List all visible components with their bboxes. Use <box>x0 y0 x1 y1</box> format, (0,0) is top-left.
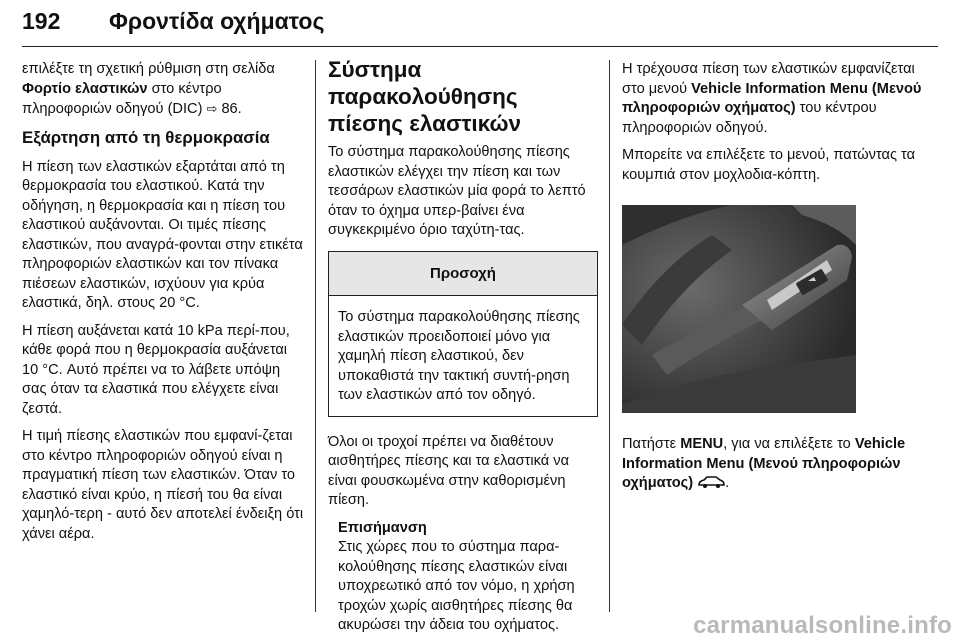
column-2 <box>328 57 598 636</box>
column-divider <box>609 60 610 612</box>
paragraph: Το σύστημα παρακολούθησης πίεσης ελαστικών ελέγχει την πίεση και των τεσσάρων ελαστικών μία φορά το λεπτό όταν το όχημα υπερ-βαίνει ένα συγκεκριμένο όριο ταχύτη-τας. <box>328 144 586 238</box>
paragraph: Η πίεση των ελαστικών εξαρτάται από τη θερμοκρασία του ελαστικού. Κατά την οδήγηση, η θερμοκρασία και η πίεση του ελαστικού αυξάνονται. Οι τιμές πίεσης ελαστικών, που αναγρά-φονται στην ετικέτα πληροφοριών ελαστικών και τον πίνακα πιέσεων ελαστικών, ισχύουν για κρύα ελαστικά, δηλ. στους 20 °C. <box>22 158 303 311</box>
menu-button-label: MENU <box>680 436 724 452</box>
arrow-ref-icon[interactable]: ⇨ <box>206 101 218 116</box>
caution-title: Προσοχή <box>329 252 597 297</box>
paragraph: Όλοι οι τροχοί πρέπει να διαθέτουν αισθητήρες πίεσης και τα ελαστικά να είναι φουσκωμένα στην καθορισμένη πίεση. <box>328 433 570 508</box>
intro-paragraph: επιλέξτε τη σχετική ρύθμιση στη σελίδα Φορτίο ελαστικών στο κέντρο πληροφοριών οδηγού (DIC) ⇨ 86. <box>22 61 275 117</box>
page-number: 192 <box>22 8 61 34</box>
steering-stalk-illustration <box>622 205 856 413</box>
vehicle-info-menu-label: Vehicle Information Menu (Μενού πληροφοριών οχήματος) <box>622 436 906 491</box>
caution-text: Το σύστημα παρακολούθησης πίεσης ελαστικών προειδοποιεί μόνο για χαμηλή πίεση ελαστικού, δεν υποκαθιστά την τακτική συντή-ρηση των ελαστικών από τον οδηγό. <box>338 309 580 403</box>
note-text: Στις χώρες που το σύστημα παρα-κολούθησης πίεσης ελαστικών είναι υποχρεωτικό από τον νόμο, η χρήση τροχών χωρίς αισθητήρες πίεσης θα ακυρώσει την άδεια του οχήματος. <box>338 539 575 633</box>
section-title: Φροντίδα οχήματος <box>109 8 325 34</box>
paragraph: Πατήστε MENU, για να επιλέξετε το Vehicle Information Menu (Μενού πληροφοριών οχήματος) . <box>622 435 940 496</box>
column-3 <box>622 60 940 504</box>
watermark: carmanualsonline.info <box>693 612 952 639</box>
paragraph: Η τιμή πίεσης ελαστικών που εμφανί-ζεται στο κέντρο πληροφοριών οδηγού είναι η πραγματική πίεση των ελαστικών. Όταν το ελαστικό είναι κρύο, η πίεσή του θα είναι χαμηλό-τερη - αυτό δεν αποτελεί ένδειξη ότι χάνει αέρα. <box>22 428 304 542</box>
car-icon <box>697 475 725 496</box>
note-title: Επισήμανση <box>338 519 427 536</box>
page-reference[interactable]: 86. <box>217 101 242 117</box>
steering-stalk-photo <box>622 205 856 413</box>
vehicle-info-menu-label: Vehicle Information Menu (Μενού πληροφοριών οχήματος) <box>622 80 922 116</box>
page-header <box>22 4 938 47</box>
paragraph: Μπορείτε να επιλέξετε το μενού, πατώντας τα κουμπιά στον μοχλοδια-κόπτη. <box>622 147 916 183</box>
paragraph: Η πίεση αυξάνεται κατά 10 kPa περί-που, κάθε φορά που η θερμοκρασία αυξάνεται 10 °C. Αυτό πρέπει να το λάβετε υπόψη σας όταν τα ελαστικά που ελέγχετε είναι ζεστά. <box>22 322 290 417</box>
tire-load-link: Φορτίο ελαστικών <box>22 80 148 97</box>
subheading-temperature: Εξάρτηση από τη θερμοκρασία <box>22 127 270 147</box>
paragraph: Η τρέχουσα πίεση των ελαστικών εμφανίζεται στο μενού Vehicle Information Menu (Μενού πληροφοριών οχήματος) του κέντρου πληροφοριών οδηγού. <box>622 61 922 136</box>
column-divider <box>315 60 316 612</box>
note-block <box>338 519 598 636</box>
caution-box <box>328 251 598 417</box>
column-1 <box>22 60 304 552</box>
section-heading: Σύστημα παρακολούθησης πίεσης ελαστικών <box>328 57 521 136</box>
